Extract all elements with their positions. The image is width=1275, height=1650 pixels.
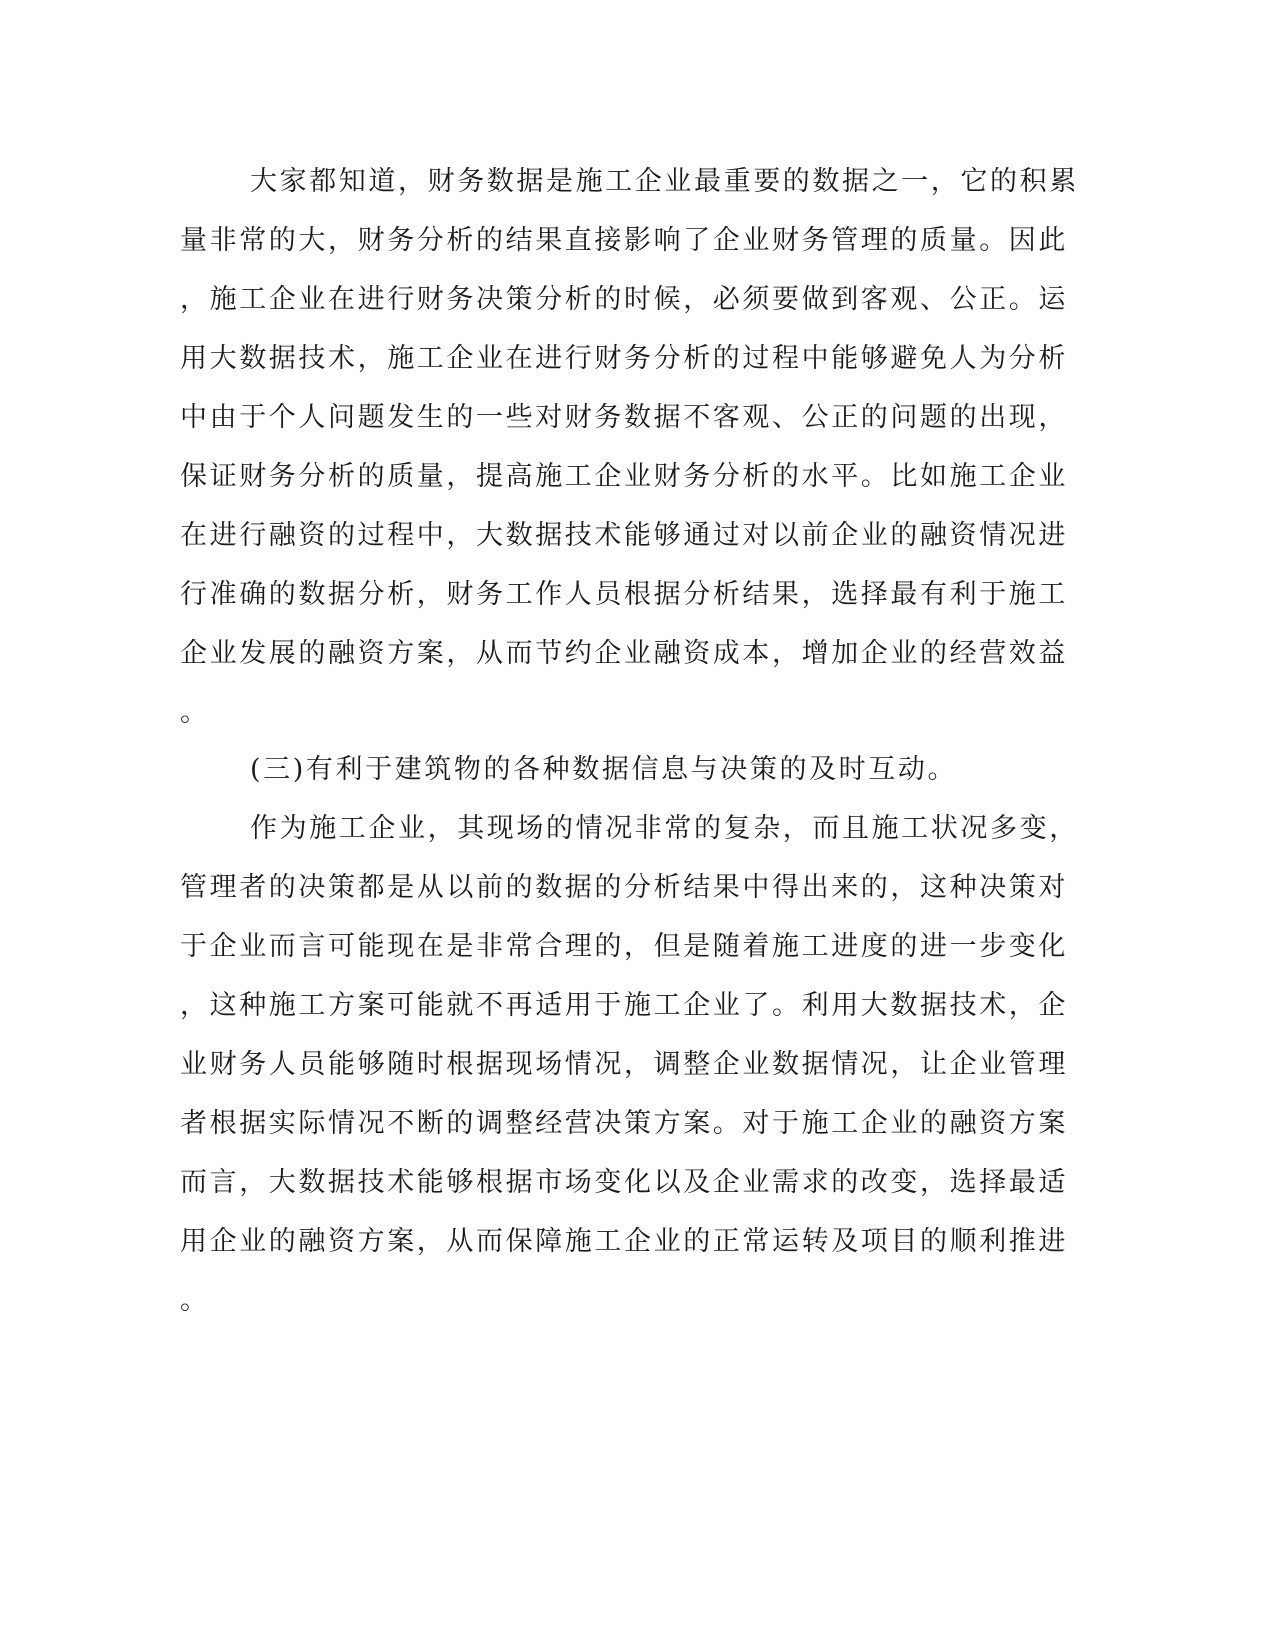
paragraph-2-line-6: 者根据实际情况不断的调整经营决策方案。对于施工企业的融资方案 — [180, 1108, 1068, 1139]
paragraph-1-line-10: 。 — [180, 697, 210, 728]
paragraph-1-line-3: ，施工企业在进行财务决策分析的时候，必须要做到客观、公正。运 — [180, 284, 1068, 315]
paragraph-2-line-7: 而言，大数据技术能够根据市场变化以及企业需求的改变，选择最适 — [180, 1167, 1068, 1198]
paragraph-2-line-1: 作为施工企业，其现场的情况非常的复杂，而且施工状况多变， — [250, 813, 1079, 844]
paragraph-1-line-1: 大家都知道，财务数据是施工企业最重要的数据之一，它的积累 — [250, 166, 1079, 197]
paragraph-2-line-4: ，这种施工方案可能就不再适用于施工企业了。利用大数据技术，企 — [180, 990, 1068, 1021]
paragraph-1-line-6: 保证财务分析的质量，提高施工企业财务分析的水平。比如施工企业 — [180, 461, 1068, 492]
paragraph-2-line-8: 用企业的融资方案，从而保障施工企业的正常运转及项目的顺利推进 — [180, 1226, 1068, 1257]
section-heading-3: (三)有利于建筑物的各种数据信息与决策的及时互动。 — [250, 754, 958, 785]
paragraph-1-line-5: 中由于个人问题发生的一些对财务数据不客观、公正的问题的出现， — [180, 402, 1068, 433]
paragraph-1-line-8: 行准确的数据分析，财务工作人员根据分析结果，选择最有利于施工 — [180, 579, 1068, 610]
paragraph-1-line-7: 在进行融资的过程中，大数据技术能够通过对以前企业的融资情况进 — [180, 520, 1068, 551]
paragraph-2-line-3: 于企业而言可能现在是非常合理的，但是随着施工进度的进一步变化 — [180, 931, 1068, 962]
paragraph-2-line-9: 。 — [180, 1285, 210, 1316]
paragraph-2-line-5: 业财务人员能够随时根据现场情况，调整企业数据情况，让企业管理 — [180, 1049, 1068, 1080]
paragraph-1-line-4: 用大数据技术，施工企业在进行财务分析的过程中能够避免人为分析 — [180, 343, 1068, 374]
paragraph-2-line-2: 管理者的决策都是从以前的数据的分析结果中得出来的，这种决策对 — [180, 872, 1068, 903]
paragraph-1-line-2: 量非常的大，财务分析的结果直接影响了企业财务管理的质量。因此 — [180, 225, 1068, 256]
paragraph-1-line-9: 企业发展的融资方案，从而节约企业融资成本，增加企业的经营效益 — [180, 638, 1068, 669]
